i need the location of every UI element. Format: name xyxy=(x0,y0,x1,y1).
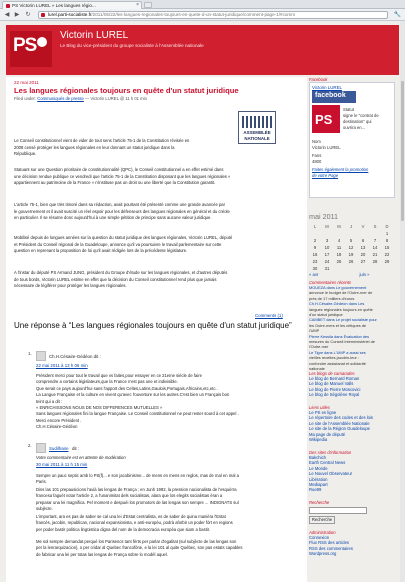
calendar-day-header: J xyxy=(349,224,353,229)
new-tab-button[interactable] xyxy=(144,2,152,8)
close-tab-icon[interactable]: × xyxy=(136,2,139,8)
fb-name-label: Nom xyxy=(312,139,321,144)
forward-icon[interactable]: ▶ xyxy=(14,12,20,18)
info-sites-section xyxy=(309,450,395,493)
recent-comment-line: l'Outre-mer xyxy=(309,344,329,350)
main-content xyxy=(6,77,307,582)
calendar-day: 26 xyxy=(348,259,354,264)
paragraph-line: L'article 75-1, bien que très timoré dans sa rédaction, avait pourtant été présenté comme une grande avancée par xyxy=(14,202,225,207)
post-meta xyxy=(14,96,147,101)
recent-comment-line[interactable]: Pierre Kessila dans Évaluation des xyxy=(309,333,370,339)
search-button[interactable]: Recherche xyxy=(309,516,335,524)
useful-link[interactable]: Le site de la Région Guadeloupe xyxy=(309,426,370,432)
recent-comment-line: langues régionales toujours en quête xyxy=(309,306,373,312)
comment-line: « ENRICHISSONS NOUS DE NOS DIFFERENCES MUTUELLES » xyxy=(36,405,163,410)
calendar-day: 12 xyxy=(348,245,354,250)
fb-fans-label: Fans xyxy=(312,153,322,158)
comment-line: francès, jacobin, republican, nacional expansionista, e anti-europèu, podrà aforbir un poder fòrt en regions xyxy=(36,520,233,526)
calendar-nav xyxy=(309,272,370,277)
calendar-day: 14 xyxy=(372,245,378,250)
ps-logo[interactable] xyxy=(10,31,52,67)
useful-link[interactable]: Wikipedia xyxy=(309,437,328,443)
calendar-day: 7 xyxy=(373,238,377,243)
info-site-link[interactable]: Rue89 xyxy=(309,487,322,493)
post-paragraph xyxy=(14,235,232,255)
comment-line: Sempre un pauc septic amb lo PS(f)... e son jacobinisme... de mens en mens en reglos, mas de mal en mal a xyxy=(36,473,239,478)
paragraph-line: A l'instar du député PS Armand JUNG, président du Groupe d'étude sur les langues régionales, et d'autres députés xyxy=(14,270,228,275)
info-site-link[interactable]: Libération xyxy=(309,476,328,482)
facebook-widget xyxy=(309,82,395,198)
badge-line-2: NATIONALE xyxy=(244,136,270,141)
recent-comment-line[interactable]: CAMBET dans Le projet socialiste pour xyxy=(309,317,377,323)
tab-title: PS Victorin LUREL » Les langues régio... xyxy=(12,3,96,8)
url-input[interactable] xyxy=(38,11,388,19)
calendar-day: 25 xyxy=(336,259,342,264)
site-title[interactable]: Victorin LUREL xyxy=(60,30,129,41)
comment-line: L'important, ara es pas de saber se cal una lei d'Estat centralista, es de saber de quina manièra l'Estat xyxy=(36,514,226,519)
fb-fans-value: 4800 xyxy=(312,159,322,164)
category-link[interactable]: Communiqués de presse xyxy=(37,96,84,101)
comment-number: 2. xyxy=(28,443,32,448)
section-title: Les blogs de camarades xyxy=(309,371,355,376)
calendar xyxy=(309,212,395,277)
comment-line: Dins las 101 prepausicions l'avià las lengas de França ; en Junh 1992, la pression nacionalista de l'esquèrra xyxy=(36,487,237,492)
calendar-day: 8 xyxy=(385,238,389,243)
calendar-next-link[interactable]: juin » xyxy=(359,272,370,277)
paragraph-line: Statuant sur une Question prioritaire de constitutionnalité (QPC), le Conseil constitutionnel a en effet estimé dans xyxy=(14,167,224,172)
sidebar xyxy=(309,77,399,582)
calendar-day-header: L xyxy=(313,224,317,229)
favicon-icon xyxy=(6,4,10,8)
meta-prefix: Filed under: xyxy=(14,96,37,101)
calendar-header-row xyxy=(309,224,395,230)
recent-comment-line: les Outre-mers et les critiques de xyxy=(309,322,367,328)
assemblee-nationale-logo xyxy=(238,111,276,144)
comment-line: subjècte. xyxy=(36,506,53,512)
calendar-day: 29 xyxy=(384,259,390,264)
recent-comment-line[interactable]: Le Tigre dans L'UMP a aussi ses xyxy=(309,349,366,355)
admin-link[interactable]: Flux RSS des articles xyxy=(309,540,350,546)
comment-line: Sans langues régionales fini la langue Française. Le Conseil constitutionnel ne peut rester sourd à cet appel . xyxy=(36,411,239,417)
calendar-day-header: M xyxy=(337,224,341,229)
calendar-day: 9 xyxy=(313,245,317,250)
calendar-day: 17 xyxy=(324,252,330,257)
useful-links-section xyxy=(309,405,395,442)
comment-date-link[interactable]: 22 mai 2011 à 13 h 06 min xyxy=(36,363,88,368)
recent-comments-section xyxy=(309,280,395,372)
meta-suffix: — Victorin LUREL @ 11 h 01 min xyxy=(85,96,147,101)
useful-link[interactable]: Ma page de député xyxy=(309,431,346,437)
calendar-day: 2 xyxy=(313,238,317,243)
blogs-section xyxy=(309,371,395,398)
moderation-notice: Votre commentaire est en attente de modération xyxy=(36,455,126,460)
comment-line: de fabricar una lei per totas las lengas de França sobre lo modèl aquel. xyxy=(36,551,168,557)
paragraph-line: République. xyxy=(14,151,37,157)
calendar-day: 13 xyxy=(360,245,366,250)
url-host: lurel.parti-socialiste.fr xyxy=(48,12,92,17)
comment-line: preparar una lei magnifica. Pel moment e despuèi los promotors de las lengas son sempre ... INDIGNATS sul xyxy=(36,499,239,505)
badge-line-1: ASSEMBLÉE xyxy=(243,130,271,135)
recent-comment-line: mesures du Conseil interministériel de xyxy=(309,339,375,345)
fb-status-line: destination" qui xyxy=(343,119,372,124)
comment xyxy=(28,443,300,582)
fb-status-line: signe le "contrat de xyxy=(343,113,379,118)
comment-line: Ch.H.Césaire-Gédéon xyxy=(36,424,78,430)
calendar-day: 28 xyxy=(372,259,378,264)
calendar-day: 10 xyxy=(324,245,330,250)
post-paragraph xyxy=(14,202,230,222)
site-header xyxy=(6,25,399,75)
comment-line: Que serait ce pays aujourd'hui sans l'apport des Celtes,Latins,Gaulois,Portugais,Africains,etc,etc.. xyxy=(36,385,218,391)
comment-line: teint qui a dit : xyxy=(36,398,63,404)
paragraph-line: Le Conseil constitutionnel vient de vider de tout sens l'article 75-1 de la Constitution révisée en xyxy=(14,138,190,143)
paragraph-line: en particulier. Il se résume donc aujourd'hui à une simple pétition de principe sans aucune valeur juridique. xyxy=(14,215,212,221)
calendar-day: 27 xyxy=(360,259,366,264)
recent-comment-line: vieilles recettes jacobin-leur : xyxy=(309,355,359,361)
search-section xyxy=(309,500,395,522)
comment xyxy=(28,351,300,441)
post-title[interactable]: Les langues régionales toujours en quête d'un statut juridique xyxy=(14,86,239,95)
recent-comment-line: près de 17 milliers d'euros xyxy=(309,295,355,301)
rose-icon xyxy=(37,37,47,47)
post-paragraph xyxy=(14,270,227,290)
comment-author-suffix: dit : xyxy=(72,446,80,451)
paragraph-line: et Président du Conseil régional de la Guadeloupe, annonce qu'il va poursuivre le travail parlementaire sur cette xyxy=(14,241,222,247)
facebook-banner[interactable] xyxy=(312,91,356,103)
comment-line: francesa faguèt votar l'article 2, a l'unanimitat dels socialistas, alara que los elegits socialistas èran a xyxy=(36,493,223,499)
comment-line: Président merci pour tout le travail que vs faites,pour essayer en ce 21eme siècle de faire xyxy=(36,373,202,378)
fb-name-value: Victorin LUREL xyxy=(312,145,341,150)
useful-link[interactable]: Le site de l'Assemblée Nationale xyxy=(309,420,370,426)
reload-icon[interactable]: ↻ xyxy=(25,12,31,18)
info-site-link[interactable]: Le Nouvel Observateur xyxy=(309,471,353,477)
back-icon[interactable]: ◀ xyxy=(4,12,10,18)
useful-link[interactable]: Le répertoire des codes et des lois xyxy=(309,415,374,421)
post-paragraph xyxy=(14,138,189,158)
calendar-day: 30 xyxy=(312,266,318,271)
paragraph-line: nécessaire de légiférer pour protéger les langues régionales. xyxy=(14,283,127,289)
recent-comment-line: d'un statut juridique xyxy=(309,312,343,318)
search-input[interactable] xyxy=(309,507,367,514)
calendar-day-header: S xyxy=(373,224,377,229)
blog-link[interactable]: Le blog de Bernard Roman xyxy=(309,376,360,381)
url-path: /2011/05/22/les-langues-regionales-toujours-en-quete-d-un-statut-juridique/comment-page-1/#comm xyxy=(91,12,296,17)
section-title: Liens utiles xyxy=(309,405,330,410)
admin-link[interactable]: Connexion xyxy=(309,535,330,540)
post-paragraph xyxy=(14,167,230,187)
calendar-day: 18 xyxy=(336,252,342,257)
recent-comment-line: confondre assistanat et solidarité xyxy=(309,360,366,366)
info-site-link[interactable]: Le Monde xyxy=(309,465,328,471)
calendar-day: 11 xyxy=(336,245,342,250)
calendar-day: 24 xyxy=(324,259,330,264)
logo-text: PS xyxy=(13,35,37,56)
calendar-day: 3 xyxy=(325,238,329,243)
calendar-day-header: M xyxy=(325,224,329,229)
calendar-day-header: V xyxy=(361,224,365,229)
replies-heading: Une réponse à “Les langues régionales toujours en quête d'un statut juridique” xyxy=(14,321,292,330)
admin-link[interactable]: RSS des commentaires xyxy=(309,545,353,551)
comment-date-link[interactable]: 30 mai 2011 à 11 h 15 min xyxy=(36,462,88,467)
calendar-day: 4 xyxy=(337,238,341,243)
paragraph-line: une décision rendue publique ce vendredi que l'article 75-1 de la Constitution disposant que les langues régionales « xyxy=(14,173,231,179)
paragraph-line: 2008 censé protéger les langues régionales en leur donnant un statut juridique dans la xyxy=(14,144,175,150)
wrench-icon[interactable]: 🔧 xyxy=(393,12,401,18)
site-icon xyxy=(41,13,45,17)
vertical-scrollbar[interactable] xyxy=(400,21,405,582)
facebook-profile-link[interactable]: Victorin LUREL xyxy=(312,85,342,90)
recent-comment-line[interactable]: Ch.H.Césaire-Gédéon dans Les xyxy=(309,301,365,307)
admin-section xyxy=(309,530,395,557)
post-date: 22 mai 2011 xyxy=(14,80,39,85)
recent-comment-line: annonce le budget de l'Outre-mer de xyxy=(309,290,373,296)
calendar-day: 15 xyxy=(384,245,390,250)
calendar-day: 31 xyxy=(324,266,330,271)
paragraph-line: appartiennent au patrimoine de la France » n'instituse pas un droit ou une liberté que la Constitution garantit. xyxy=(14,180,216,186)
calendar-week xyxy=(309,231,395,237)
recent-comment-line: l'UMP xyxy=(309,328,320,334)
calendar-prev-link[interactable]: « avr xyxy=(309,272,319,277)
recent-comment-line: nationale xyxy=(309,366,325,372)
useful-link[interactable]: Le PS en ligne xyxy=(309,410,337,415)
calendar-title: mai 2011 xyxy=(309,212,339,221)
calendar-day: 6 xyxy=(361,238,365,243)
section-title: Des sites d'information xyxy=(309,450,352,455)
scrollbar-thumb[interactable] xyxy=(401,81,404,221)
calendar-day: 1 xyxy=(385,231,389,236)
calendar-week xyxy=(309,252,395,258)
photo-logo-text: PS xyxy=(315,112,333,127)
address-bar-row xyxy=(0,9,405,21)
comment-number: 1. xyxy=(28,351,32,356)
calendar-day: 22 xyxy=(384,252,390,257)
blog-link[interactable]: Le blog de Ségolène Royal xyxy=(309,392,360,398)
comment-line: La Langue Française et la culture en vivent qu'avec l'ouverture sur les autres.C'est bien un Français bon xyxy=(36,392,230,398)
blog-link[interactable]: Le blog de Pierre Moscovici xyxy=(309,386,361,392)
avatar xyxy=(36,351,46,361)
blog-link[interactable]: Le blog de Manuel Valls xyxy=(309,381,354,387)
comment-line: Paris. xyxy=(36,479,47,485)
section-title: Recherche xyxy=(309,500,330,505)
fb-promo-link[interactable]: Faites également la promotion xyxy=(312,167,369,172)
calendar-day: 20 xyxy=(360,252,366,257)
browser-tab-bar xyxy=(0,0,405,9)
comment-line: Merci encore Président . xyxy=(36,417,82,423)
avatar xyxy=(36,443,46,453)
calendar-day: 21 xyxy=(372,252,378,257)
site-subtitle: Le Blog du vice-président du groupe socialiste à l'Assemblée nationale xyxy=(60,43,204,48)
fb-status-line: ouvrira en... xyxy=(343,125,366,130)
admin-link[interactable]: Wordpress.org xyxy=(309,551,337,557)
comment-author-link[interactable]: Sudilhaire xyxy=(49,446,69,451)
comment-line: comprendre a certains législateurs,que la France n'est pas une et indivisible. xyxy=(36,379,178,385)
profile-photo[interactable] xyxy=(312,105,340,133)
comment-line: Me sol sempre demandat perqué los Parisencs tant fèrts per parlar d'egalitat (sul subjècte de las lengas son xyxy=(36,539,237,544)
comments-count-link[interactable]: Comments (1) xyxy=(255,313,283,318)
calendar-week xyxy=(309,238,395,244)
calendar-day-header: D xyxy=(385,224,389,229)
paragraph-line: le gouvernement et il avait suscité un réel espoir pour les défenseurs des langues régionales en général et du créole xyxy=(14,208,230,214)
comment-line: per poder bastir politica lingüistica digna del nom de la democracia europèa que siam a bastir. xyxy=(36,526,211,532)
fb-status-line: Statut xyxy=(343,107,354,112)
paragraph-line: de tous bords, Victorin LUREL estime en effet que la décision du Conseil constitutionnel rend plus que jamais xyxy=(14,276,217,282)
info-site-link[interactable]: Mediapart xyxy=(309,482,328,488)
section-title: Commentaires récents xyxy=(309,280,352,285)
building-icon xyxy=(242,116,272,128)
section-title: Administration xyxy=(309,530,336,535)
paragraph-line: question en reprenant la proposition de loi qu'il avait rédigée lors de la précédente législature. xyxy=(14,248,188,254)
facebook-heading: Facebook xyxy=(309,77,328,82)
comment-line: per la lenrarquizacion), o per cridar al Quebec francofòne, e la lei 101 al quite Québec, son pas estats capables xyxy=(36,545,243,551)
info-site-link[interactable]: Bakchich xyxy=(309,455,326,460)
calendar-week xyxy=(309,245,395,251)
recent-comment-line[interactable]: MOUEZA dans Le gouvernement xyxy=(309,285,367,290)
page xyxy=(0,21,405,582)
fb-promo-link[interactable]: de votre Page xyxy=(312,173,339,178)
calendar-day: 19 xyxy=(348,252,354,257)
calendar-week xyxy=(309,259,395,265)
browser-tab[interactable] xyxy=(2,1,142,9)
info-site-link[interactable]: Earth Central News xyxy=(309,460,346,466)
calendar-day: 16 xyxy=(312,252,318,257)
facebook-logo: facebook xyxy=(315,92,346,99)
paragraph-line: Mobilisé depuis de longues années sur la question du statut juridique des langues régionales, Victorin LUREL, député xyxy=(14,235,233,240)
comment-author: Ch.H.Césaire-Gédéon dit : xyxy=(49,354,101,359)
calendar-day: 5 xyxy=(349,238,353,243)
calendar-day: 23 xyxy=(312,259,318,264)
